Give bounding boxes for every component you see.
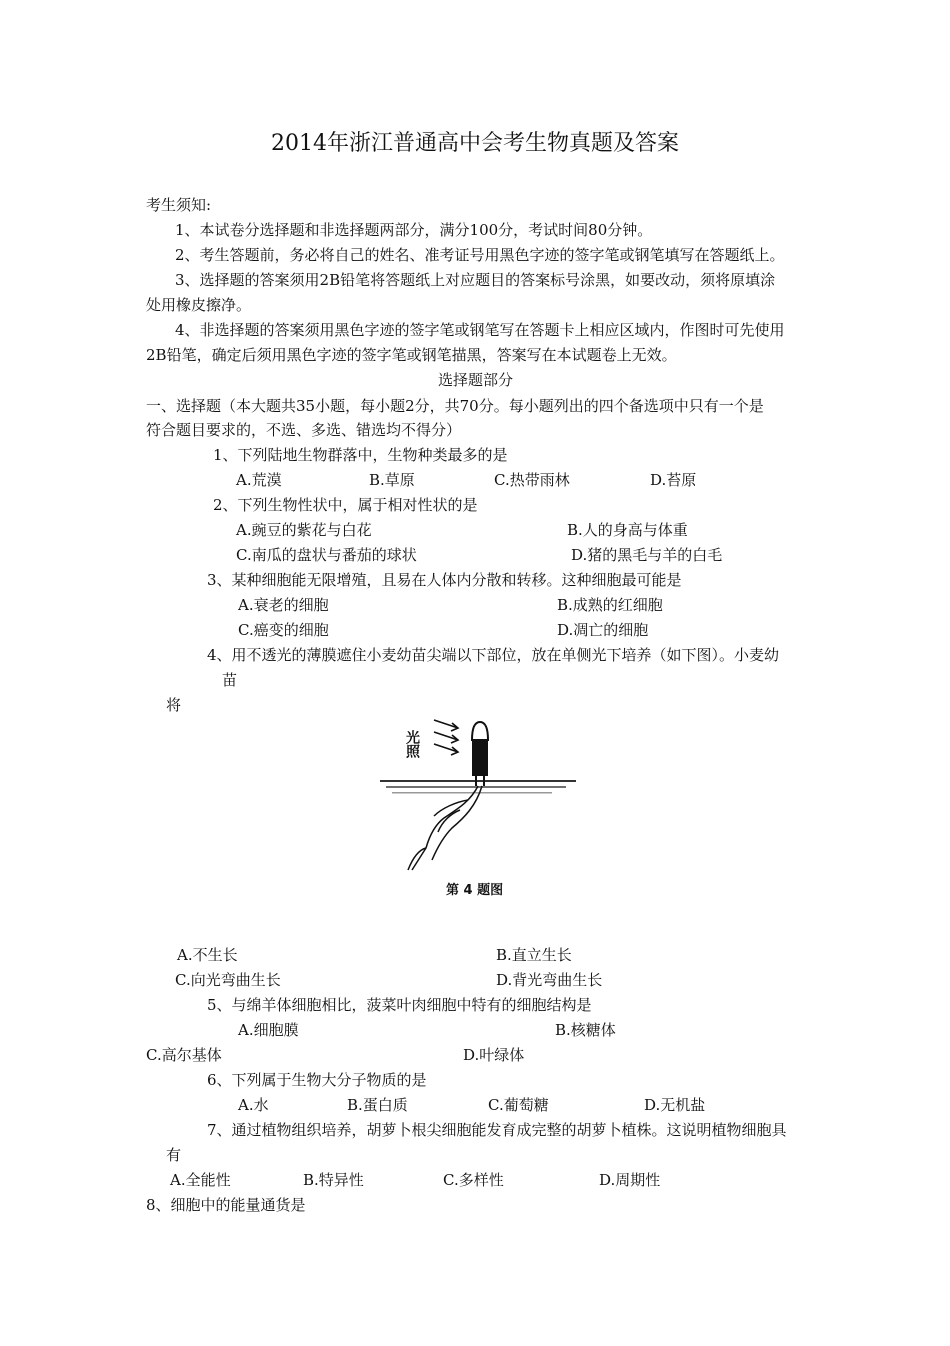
- question-4-option-a: A.不生长: [177, 946, 238, 964]
- seedling-roots: [408, 786, 482, 870]
- question-4-option-c: C.向光弯曲生长: [175, 971, 281, 989]
- notice-item-2: 2、考生答题前，务必将自己的姓名、准考证号用黑色字迹的签字笔或钢笔填写在答题纸上。: [175, 246, 785, 264]
- seedling-tip: [472, 722, 488, 740]
- question-6-option-c: C.葡萄糖: [488, 1096, 549, 1114]
- question-4-option-d: D.背光弯曲生长: [496, 971, 603, 989]
- question-2-option-c: C.南瓜的盘状与番茄的球状: [236, 546, 417, 564]
- question-3-stem: 3、某种细胞能无限增殖，且易在人体内分散和转移。这种细胞最可能是: [207, 571, 682, 589]
- question-6-option-b: B.蛋白质: [347, 1096, 408, 1114]
- figure-caption: 第 4 题图: [446, 883, 504, 898]
- question-2-stem: 2、下列生物性状中，属于相对性状的是: [213, 496, 478, 514]
- question-5-option-c: C.高尔基体: [146, 1046, 222, 1064]
- seedling-phototropism-figure: [372, 710, 592, 900]
- question-2-option-b: B.人的身高与体重: [567, 521, 688, 539]
- question-6-option-d: D.无机盐: [644, 1096, 706, 1114]
- question-4-stem-line-2: 苗: [222, 671, 238, 689]
- page-title: 2014年浙江普通高中会考生物真题及答案: [271, 131, 679, 156]
- section-instruction-line-2: 符合题目要求的，不选、多选、错选均不得分）: [146, 421, 462, 439]
- section-title: 选择题部分: [438, 371, 514, 389]
- question-2-option-a: A.豌豆的紫花与白花: [236, 521, 372, 539]
- question-3-option-b: B.成熟的红细胞: [557, 596, 663, 614]
- question-3-option-a: A.衰老的细胞: [238, 596, 329, 614]
- opaque-film: [472, 740, 488, 776]
- question-1-option-d: D.苔原: [650, 471, 697, 489]
- question-3-option-c: C.癌变的细胞: [238, 621, 329, 639]
- notice-item-4-line-2: 2B铅笔，确定后须用黑色字迹的签字笔或钢笔描黑，答案写在本试题卷上无效。: [146, 346, 677, 364]
- question-6-stem: 6、下列属于生物大分子物质的是: [207, 1071, 427, 1089]
- notice-item-4-line-1: 4、非选择题的答案须用黑色字迹的签字笔或钢笔写在答题卡上相应区域内，作图时可先使用: [175, 321, 785, 339]
- question-7-option-b: B.特异性: [303, 1171, 364, 1189]
- question-7-stem-line-1: 7、通过植物组织培养，胡萝卜根尖细胞能发育成完整的胡萝卜植株。这说明植物细胞具: [207, 1121, 787, 1139]
- question-4-stem-line-3: 将: [166, 696, 182, 714]
- question-4-stem-line-1: 4、用不透光的薄膜遮住小麦幼苗尖端以下部位，放在单侧光下培养（如下图）。小麦幼: [207, 646, 780, 664]
- notice-item-3-line-2: 处用橡皮擦净。: [146, 296, 252, 314]
- notice-item-3-line-1: 3、选择题的答案须用2B铅笔将答题纸上对应题目的答案标号涂黑，如要改动，须将原填涂: [175, 271, 776, 289]
- question-8-stem: 8、细胞中的能量通货是: [146, 1196, 306, 1214]
- question-6-option-a: A.水: [238, 1096, 269, 1114]
- section-instruction-line-1: 一、选择题（本大题共35小题，每小题2分，共70分。每小题列出的四个备选项中只有一个是: [146, 397, 764, 415]
- question-4-option-b: B.直立生长: [496, 946, 572, 964]
- notice-heading: 考生须知:: [146, 196, 212, 214]
- question-7-option-a: A.全能性: [170, 1171, 231, 1189]
- question-7-option-d: D.周期性: [599, 1171, 661, 1189]
- question-1-option-c: C.热带雨林: [494, 471, 570, 489]
- question-5-option-a: A.细胞膜: [238, 1021, 299, 1039]
- notice-item-1: 1、本试卷分选择题和非选择题两部分，满分100分，考试时间80分钟。: [175, 221, 653, 239]
- light-arrows: [434, 720, 458, 755]
- question-5-option-d: D.叶绿体: [463, 1046, 525, 1064]
- question-2-option-d: D.猪的黑毛与羊的白毛: [571, 546, 723, 564]
- question-7-option-c: C.多样性: [443, 1171, 504, 1189]
- seedling-diagram: [372, 710, 592, 900]
- question-1-option-b: B.草原: [369, 471, 415, 489]
- question-1-stem: 1、下列陆地生物群落中，生物种类最多的是: [213, 446, 508, 464]
- question-5-option-b: B.核糖体: [555, 1021, 616, 1039]
- question-5-stem: 5、与绵羊体细胞相比，菠菜叶肉细胞中特有的细胞结构是: [207, 996, 592, 1014]
- question-1-option-a: A.荒漠: [236, 471, 282, 489]
- question-7-stem-line-2: 有: [166, 1146, 182, 1164]
- light-label: 光照: [404, 730, 420, 758]
- question-3-option-d: D.凋亡的细胞: [557, 621, 649, 639]
